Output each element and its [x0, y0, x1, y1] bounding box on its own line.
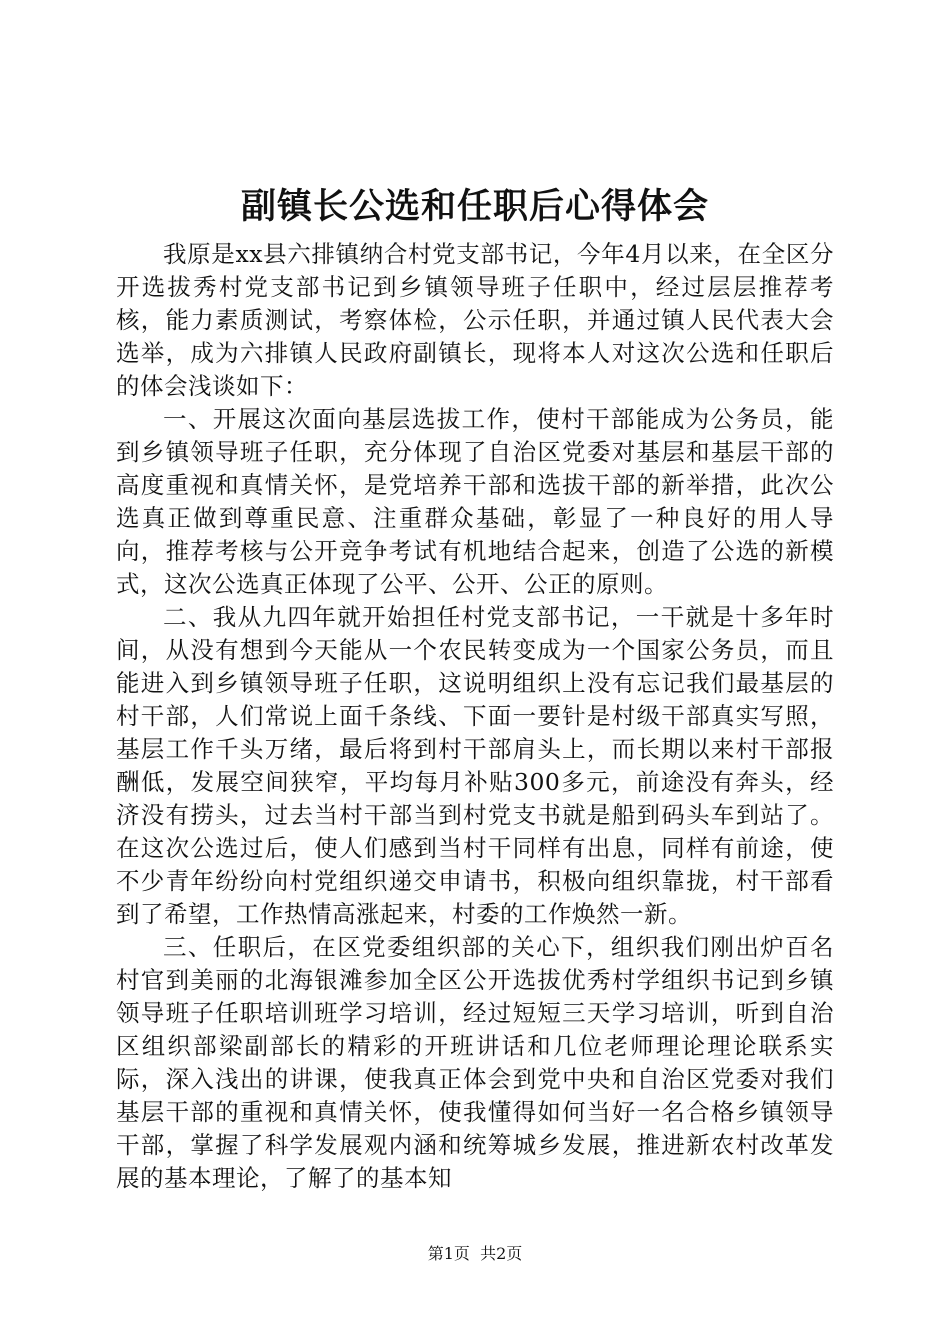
page-total: 共2页 [480, 1244, 523, 1263]
page-footer [0, 1243, 950, 1265]
paragraph-section-1: 一、开展这次面向基层选拔工作，使村干部能成为公务员，能到乡镇领导班子任职，充分体现了自治区党委对基层和基层干部的高度重视和真情关怀，是党培养干部和选拔干部的新举措，此次公选真正做到尊重民意、注重群众基础，彰显了一种良好的用人导向，推荐考核与公开竞争考试有机地结合起来，创造了公选的新模式，这次公选真正体现了公平、公开、公正的原则。 [116, 405, 834, 598]
page-number: 第1页 [427, 1244, 470, 1263]
document-body [116, 238, 834, 1195]
document-title: 副镇长公选和任职后心得体会 [240, 186, 709, 227]
paragraph-intro: 我原是xx县六排镇纳合村党支部书记，今年4月以来，在全区分开选拔秀村党支部书记到乡镇领导班子任职中，经过层层推荐考核，能力素质测试，考察体检，公示任职，并通过镇人民代表大会选举，成为六排镇人民政府副镇长，现将本人对这次公选和任职后的体会浅谈如下： [116, 240, 834, 400]
paragraph-section-3: 三、任职后，在区党委组织部的关心下，组织我们刚出炉百名村官到美丽的北海银滩参加全区公开选拔优秀村学组织书记到乡镇领导班子任职培训班学习培训，经过短短三天学习培训，听到自治区组织部梁副部长的精彩的开班讲话和几位老师理论理论联系实际，深入浅出的讲课，使我真正体会到党中央和自治区党委对我们基层干部的重视和真情关怀，使我懂得如何当好一名合格乡镇领导干部，掌握了科学发展观内涵和统筹城乡发展，推进新农村改革发展的基本理论，了解了的基本知 [116, 933, 834, 1192]
paragraph-section-2: 二、我从九四年就开始担任村党支部书记，一干就是十多年时间，从没有想到今天能从一个农民转变成为一个国家公务员，而且能进入到乡镇领导班子任职，这说明组织上没有忘记我们最基层的村干部，人们常说上面千条线、下面一要针是村级干部真实写照，基层工作千头万绪，最后将到村干部肩头上，而长期以来村干部报酬低，发展空间狭窄，平均每月补贴300多元，前途没有奔头，经济没有捞头，过去当村干部当到村党支书就是船到码头车到站了。在这次公选过后，使人们感到当村干同样有出息，同样有前途，使不少青年纷纷向村党组织递交申请书，积极向组织靠拢，村干部看到了希望，工作热情高涨起来，村委的工作焕然一新。 [116, 603, 834, 928]
